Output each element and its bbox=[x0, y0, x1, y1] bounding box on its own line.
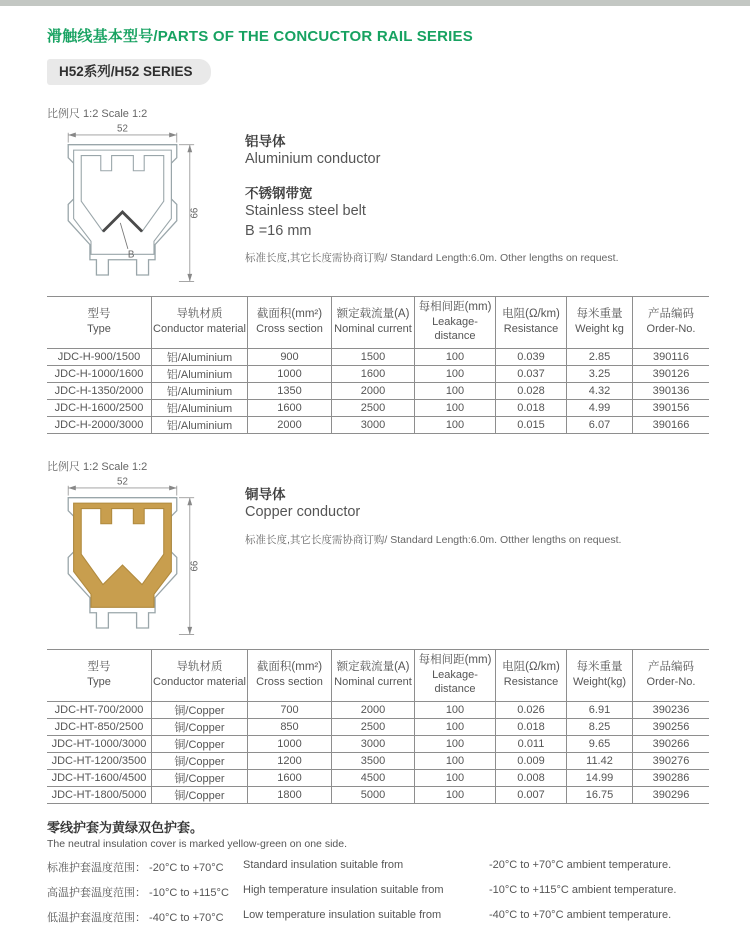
table-cell: JDC-H-2000/3000 bbox=[47, 416, 152, 433]
table-cell: 6.07 bbox=[567, 416, 633, 433]
column-header: 电阻(Ω/km) Resistance bbox=[496, 296, 567, 348]
standard-length-note: 标准长度,其它长度需协商订购/ Standard Length:6.0m. Otther lengths on request. bbox=[245, 533, 622, 546]
belt-width-value: B =16 mm bbox=[245, 222, 312, 239]
table-cell: 铜/Copper bbox=[152, 701, 248, 718]
table-cell: 100 bbox=[415, 701, 496, 718]
table-cell: 11.42 bbox=[567, 752, 633, 769]
table-cell: 铜/Copper bbox=[152, 769, 248, 786]
table-cell: 2.85 bbox=[567, 348, 633, 365]
aluminium-section bbox=[47, 123, 703, 288]
page-top-edge bbox=[0, 0, 750, 6]
table-cell: 2500 bbox=[332, 399, 415, 416]
table-cell: 2000 bbox=[248, 416, 332, 433]
table-cell: 8.25 bbox=[567, 718, 633, 735]
table-cell: JDC-HT-1200/3500 bbox=[47, 752, 152, 769]
table-cell: 铝/Aluminium bbox=[152, 382, 248, 399]
series-badge: H52系列/H52 SERIES bbox=[47, 59, 211, 85]
column-header: 额定载流量(A) Nominal current bbox=[332, 649, 415, 701]
temp-range-row bbox=[47, 859, 703, 875]
table-row bbox=[47, 769, 709, 786]
column-header: 截面积(mm²) Cross section bbox=[248, 296, 332, 348]
table-cell: 铝/Aluminium bbox=[152, 365, 248, 382]
table-cell: 390276 bbox=[633, 752, 710, 769]
table-cell: 0.015 bbox=[496, 416, 567, 433]
belt-mark-label: B bbox=[127, 249, 135, 261]
table-cell: 铜/Copper bbox=[152, 786, 248, 803]
temp-range-en-range: -10°C to +115°C ambient temperature. bbox=[489, 883, 677, 896]
table-cell: 5000 bbox=[332, 786, 415, 803]
table-cell: 100 bbox=[415, 735, 496, 752]
table-cell: 0.008 bbox=[496, 769, 567, 786]
column-header: 导轨材质 Conductor material bbox=[152, 649, 248, 701]
table-cell: 铜/Copper bbox=[152, 752, 248, 769]
table-cell: JDC-H-900/1500 bbox=[47, 348, 152, 365]
table-cell: 2000 bbox=[332, 701, 415, 718]
table-cell: 1600 bbox=[332, 365, 415, 382]
table-cell: 铜/Copper bbox=[152, 718, 248, 735]
table-cell: 0.007 bbox=[496, 786, 567, 803]
standard-length-note: 标准长度,其它长度需协商订购/ Standard Length:6.0m. Other lengths on request. bbox=[245, 252, 619, 265]
column-header: 型号 Type bbox=[47, 649, 152, 701]
temp-range-cn: 低温护套温度范围： -40°C to +70°C bbox=[47, 911, 224, 924]
table-cell: 0.018 bbox=[496, 399, 567, 416]
catalog-page bbox=[0, 25, 750, 925]
table-cell: 100 bbox=[415, 718, 496, 735]
table-cell: 3.25 bbox=[567, 365, 633, 382]
table-cell: 390116 bbox=[633, 348, 710, 365]
table-cell: 390266 bbox=[633, 735, 710, 752]
table-row bbox=[47, 365, 709, 382]
table-row bbox=[47, 701, 709, 718]
height-dimension-label: 66 bbox=[189, 207, 201, 219]
temp-range-en-phrase: Standard insulation suitable from bbox=[243, 858, 404, 871]
table-cell: JDC-HT-1600/4500 bbox=[47, 769, 152, 786]
temp-range-row bbox=[47, 909, 703, 925]
table-header bbox=[47, 296, 709, 348]
table-cell: JDC-H-1000/1600 bbox=[47, 365, 152, 382]
table-cell: JDC-HT-1800/5000 bbox=[47, 786, 152, 803]
table-row bbox=[47, 786, 709, 803]
table-cell: 100 bbox=[415, 365, 496, 382]
table-row bbox=[47, 382, 709, 399]
table-row bbox=[47, 399, 709, 416]
table-cell: 100 bbox=[415, 416, 496, 433]
table-cell: 390256 bbox=[633, 718, 710, 735]
table-cell: 铝/Aluminium bbox=[152, 399, 248, 416]
table-cell: 4.32 bbox=[567, 382, 633, 399]
table-cell: 4.99 bbox=[567, 399, 633, 416]
table-cell: 0.037 bbox=[496, 365, 567, 382]
table-cell: 1800 bbox=[248, 786, 332, 803]
copper-rail-diagram bbox=[53, 476, 205, 641]
table-cell: 3000 bbox=[332, 735, 415, 752]
table-cell: 390136 bbox=[633, 382, 710, 399]
table-cell: 1350 bbox=[248, 382, 332, 399]
table-cell: 0.028 bbox=[496, 382, 567, 399]
column-header: 额定载流量(A) Nominal current bbox=[332, 296, 415, 348]
column-header: 产品编码 Order-No. bbox=[633, 649, 710, 701]
table-cell: 铜/Copper bbox=[152, 735, 248, 752]
temp-range-cn: 标准护套温度范围： -20°C to +70°C bbox=[47, 861, 224, 874]
temp-range-en-phrase: Low temperature insulation suitable from bbox=[243, 908, 442, 921]
table-cell: JDC-H-1350/2000 bbox=[47, 382, 152, 399]
scale-note: 比例尺 1:2 Scale 1:2 bbox=[47, 460, 148, 473]
column-header: 每相间距(mm) Leakage-distance bbox=[415, 649, 496, 701]
aluminium-text-block bbox=[245, 123, 618, 266]
height-dimension-label: 66 bbox=[189, 560, 201, 572]
table-cell: 2500 bbox=[332, 718, 415, 735]
table-cell: 1000 bbox=[248, 735, 332, 752]
table-cell: 0.018 bbox=[496, 718, 567, 735]
table-cell: 850 bbox=[248, 718, 332, 735]
column-header: 型号 Type bbox=[47, 296, 152, 348]
table-cell: 1000 bbox=[248, 365, 332, 382]
page-title: 滑触线基本型号/PARTS OF THE CONCUCTOR RAIL SERIES bbox=[47, 28, 473, 45]
column-header: 导轨材质 Conductor material bbox=[152, 296, 248, 348]
aluminium-spec-table bbox=[47, 296, 709, 434]
table-cell: 2000 bbox=[332, 382, 415, 399]
table-cell: 1200 bbox=[248, 752, 332, 769]
column-header: 每米重量 Weight kg bbox=[567, 296, 633, 348]
material-label-en: Aluminium conductor bbox=[245, 151, 381, 168]
table-cell: JDC-H-1600/2500 bbox=[47, 399, 152, 416]
table-cell: 390236 bbox=[633, 701, 710, 718]
table-cell: JDC-HT-850/2500 bbox=[47, 718, 152, 735]
insulation-notes bbox=[47, 817, 703, 925]
table-cell: 100 bbox=[415, 399, 496, 416]
copper-spec-table bbox=[47, 649, 709, 804]
table-cell: 100 bbox=[415, 752, 496, 769]
table-row bbox=[47, 718, 709, 735]
insulation-title: 零线护套为黄绿双色护套。 bbox=[47, 819, 204, 835]
table-row bbox=[47, 416, 709, 433]
belt-label-en: Stainless steel belt bbox=[245, 203, 366, 220]
table-cell: 900 bbox=[248, 348, 332, 365]
table-cell: 0.009 bbox=[496, 752, 567, 769]
belt-label-cn: 不锈钢带宽 bbox=[245, 185, 313, 201]
column-header: 截面积(mm²) Cross section bbox=[248, 649, 332, 701]
temp-range-en-phrase: High temperature insulation suitable from bbox=[243, 883, 444, 896]
table-cell: 1600 bbox=[248, 769, 332, 786]
column-header: 电阻(Ω/km) Resistance bbox=[496, 649, 567, 701]
table-header bbox=[47, 649, 709, 701]
table-cell: 9.65 bbox=[567, 735, 633, 752]
table-cell: 100 bbox=[415, 382, 496, 399]
material-label-en: Copper conductor bbox=[245, 504, 361, 521]
table-cell: 3000 bbox=[332, 416, 415, 433]
table-cell: 0.026 bbox=[496, 701, 567, 718]
table-body bbox=[47, 348, 709, 433]
material-label-cn: 铜导体 bbox=[245, 486, 286, 502]
temp-range-en-range: -20°C to +70°C ambient temperature. bbox=[489, 858, 672, 871]
temp-range-cn: 高温护套温度范围： -10°C to +115°C bbox=[47, 886, 229, 899]
table-cell: 390166 bbox=[633, 416, 710, 433]
column-header: 每相间距(mm) Leakage-distance bbox=[415, 296, 496, 348]
table-cell: 100 bbox=[415, 348, 496, 365]
table-row bbox=[47, 752, 709, 769]
table-cell: 16.75 bbox=[567, 786, 633, 803]
table-cell: 6.91 bbox=[567, 701, 633, 718]
table-cell: 1500 bbox=[332, 348, 415, 365]
table-cell: 390296 bbox=[633, 786, 710, 803]
table-cell: 14.99 bbox=[567, 769, 633, 786]
table-cell: 390126 bbox=[633, 365, 710, 382]
table-cell: 4500 bbox=[332, 769, 415, 786]
table-cell: 100 bbox=[415, 769, 496, 786]
column-header: 每米重量 Weight(kg) bbox=[567, 649, 633, 701]
table-cell: JDC-HT-700/2000 bbox=[47, 701, 152, 718]
table-cell: 1600 bbox=[248, 399, 332, 416]
table-body bbox=[47, 701, 709, 803]
table-cell: 0.011 bbox=[496, 735, 567, 752]
table-cell: JDC-HT-1000/3000 bbox=[47, 735, 152, 752]
table-cell: 铝/Aluminium bbox=[152, 416, 248, 433]
table-cell: 390156 bbox=[633, 399, 710, 416]
table-cell: 铝/Aluminium bbox=[152, 348, 248, 365]
table-row bbox=[47, 735, 709, 752]
copper-text-block bbox=[245, 476, 621, 547]
temp-range-row bbox=[47, 884, 703, 900]
table-cell: 390286 bbox=[633, 769, 710, 786]
width-dimension-label: 52 bbox=[117, 476, 128, 488]
table-row bbox=[47, 348, 709, 365]
copper-section bbox=[47, 476, 703, 641]
table-cell: 0.039 bbox=[496, 348, 567, 365]
column-header: 产品编码 Order-No. bbox=[633, 296, 710, 348]
table-cell: 3500 bbox=[332, 752, 415, 769]
width-dimension-label: 52 bbox=[117, 123, 128, 135]
material-label-cn: 铝导体 bbox=[245, 133, 286, 149]
table-cell: 100 bbox=[415, 786, 496, 803]
table-cell: 700 bbox=[248, 701, 332, 718]
aluminium-rail-diagram bbox=[53, 123, 205, 288]
insulation-subtitle: The neutral insulation cover is marked yellow-green on one side. bbox=[47, 837, 347, 850]
temp-range-en-range: -40°C to +70°C ambient temperature. bbox=[489, 908, 672, 921]
scale-note: 比例尺 1:2 Scale 1:2 bbox=[47, 107, 148, 120]
